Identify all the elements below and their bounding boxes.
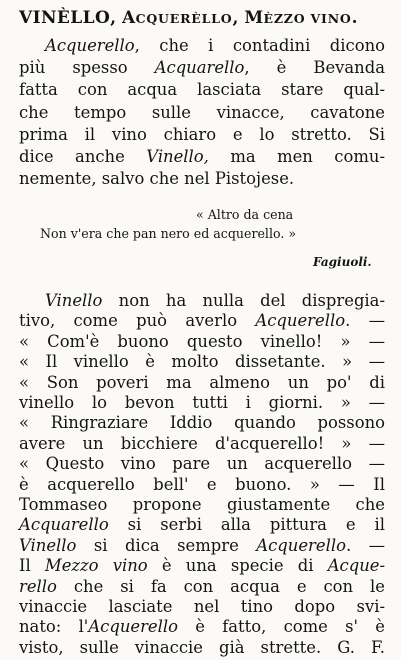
para1-line-segment: più spesso bbox=[19, 58, 155, 78]
para2-line-segment: si serbi alla pittura e il bbox=[108, 515, 385, 535]
para2-line bbox=[19, 311, 385, 331]
para2-line-segment: Mezzo vino bbox=[44, 556, 148, 576]
para2-line-segment: Acquerello bbox=[88, 617, 178, 637]
para2-line-segment: Acquerello bbox=[256, 535, 346, 555]
para1-line-segment: Acquerello bbox=[45, 36, 135, 55]
para2-line-segment: non ha nulla del dispregia- bbox=[102, 291, 385, 310]
para2-line-segment: è fatto, come s' è bbox=[177, 617, 386, 637]
para2-line-segment: visto, sulle vinaccie già strette. G. F. bbox=[19, 637, 385, 657]
headword-end: . bbox=[351, 8, 358, 28]
para2-line bbox=[19, 515, 385, 535]
para1-line-segment: che tempo sulle vinacce, cavatone bbox=[19, 102, 385, 122]
quote-line-2: Non v'era che pan nero ed acquerello. » bbox=[40, 226, 297, 241]
para1-line-segment: Vinello, bbox=[146, 147, 209, 166]
para2-line-segment: Acquerello bbox=[255, 311, 346, 331]
para2-line bbox=[19, 352, 385, 372]
para2-line bbox=[19, 413, 385, 433]
para2-line-segment: avere un bicchiere d'acquerello! » — bbox=[19, 433, 385, 453]
entry-headword bbox=[19, 8, 358, 29]
headword-sep-2: , bbox=[232, 8, 239, 28]
para2-line-segment: nato: l' bbox=[19, 617, 89, 637]
para1-line-segment: ma men comu- bbox=[208, 147, 385, 166]
para2-line-segment: che si fa con acqua e con le bbox=[56, 576, 385, 596]
headword-vinello: INÈLLO bbox=[32, 8, 111, 28]
headword-acquerello: CQUERÈLLO bbox=[135, 11, 233, 26]
para2-line bbox=[19, 373, 385, 393]
para2-line-segment: si dica sempre bbox=[76, 535, 257, 555]
para2-line-segment: « Son poveri ma almeno un po' di bbox=[19, 372, 385, 392]
para2-line-segment: « Questo vino pare un acquerello — bbox=[19, 454, 385, 474]
para2-line-segment: è acquerello bell' e buono. » — Il bbox=[19, 474, 385, 494]
para2-line bbox=[19, 393, 385, 413]
para2-line-segment: vinello lo bevon tutti i giorni. » — bbox=[19, 393, 385, 412]
para1-line bbox=[45, 36, 385, 56]
para2-line bbox=[45, 291, 385, 311]
para2-line bbox=[19, 597, 385, 617]
para1-line bbox=[19, 147, 385, 167]
para2-line bbox=[19, 454, 385, 474]
headword-sep-1: , bbox=[110, 8, 117, 28]
para1-line-segment: dice anche bbox=[19, 147, 147, 166]
headword-acquerello-cap: A bbox=[122, 8, 136, 28]
para1-line bbox=[19, 58, 385, 78]
para1-line-segment: , è Bevanda bbox=[244, 58, 385, 78]
para2-line-segment: vinaccie lasciate nel tino dopo svi- bbox=[19, 597, 385, 616]
para1-line bbox=[19, 125, 385, 145]
para2-line-segment: . — bbox=[345, 535, 385, 555]
para1-line-segment: prima il vino chiaro e lo stretto. Si bbox=[19, 124, 385, 144]
quote-line-1: « Altro da cena bbox=[196, 207, 294, 222]
para2-line-segment: Vinello bbox=[19, 535, 77, 555]
para2-line bbox=[19, 617, 385, 637]
para2-line bbox=[19, 536, 385, 556]
para1-line-segment: Acquarello bbox=[154, 58, 245, 78]
para1-line bbox=[19, 169, 385, 189]
para1-line bbox=[19, 80, 385, 100]
headword-mezzo-vino: ÈZZO VINO bbox=[263, 11, 352, 26]
para2-line bbox=[19, 638, 385, 658]
para2-line-segment: « Ringraziare Iddio quando possono bbox=[19, 413, 385, 433]
para1-line bbox=[19, 103, 385, 123]
para2-line-segment: tivo, come può averlo bbox=[19, 311, 256, 331]
para2-line bbox=[19, 577, 385, 597]
para2-line-segment: Acque- bbox=[327, 556, 385, 576]
para1-line-segment: , che i contadini dicono bbox=[134, 36, 385, 55]
para2-line-segment: Vinello bbox=[45, 291, 103, 310]
para2-line-segment: Tommaseo propone giustamente che bbox=[19, 495, 385, 514]
para1-line-segment: nemente, salvo che nel Pistojese. bbox=[19, 169, 295, 189]
quote-author: Fagiuoli. bbox=[313, 255, 372, 269]
para2-line-segment: Il bbox=[19, 556, 45, 576]
para2-line bbox=[19, 556, 385, 576]
para2-line-segment: « Il vinello è molto dissetante. » — bbox=[19, 352, 385, 372]
para2-line-segment: è una specie di bbox=[147, 556, 328, 576]
headword-mezzo-cap: M bbox=[244, 8, 264, 28]
para2-line-segment: « Com'è buono questo vinello! » — bbox=[19, 331, 385, 351]
para2-line bbox=[19, 475, 385, 495]
para2-line bbox=[19, 332, 385, 352]
para1-line-segment: fatta con acqua lasciata stare qual- bbox=[19, 80, 385, 100]
para2-line-segment: Acquarello bbox=[19, 515, 109, 535]
headword-vinello-cap: V bbox=[19, 8, 33, 28]
para2-line bbox=[19, 434, 385, 454]
para2-line-segment: rello bbox=[19, 576, 57, 596]
para2-line-segment: . — bbox=[345, 311, 386, 331]
para2-line bbox=[19, 495, 385, 515]
